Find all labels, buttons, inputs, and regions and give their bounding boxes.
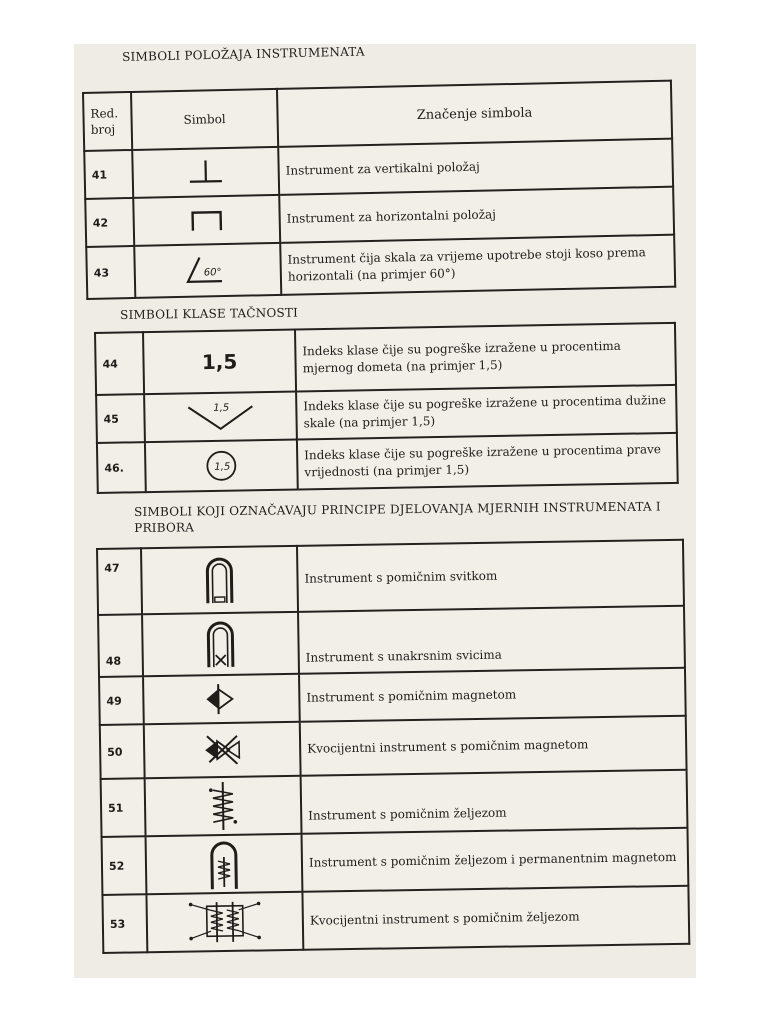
symbol-cell	[145, 776, 302, 836]
class-index-label: 1,5	[213, 402, 230, 414]
row-description: Instrument s pomičnim magnetom	[299, 668, 686, 722]
row-number: 45	[96, 394, 145, 443]
row-description: Instrument s pomičnim svitkom	[297, 540, 684, 612]
row-description: Kvocijentni instrument s pomičnim željezom	[302, 886, 689, 950]
row-number: 42	[85, 198, 134, 247]
scanned-page	[74, 44, 696, 978]
accuracy-symbols-table	[94, 322, 679, 494]
table-row	[97, 433, 678, 493]
symbol-cell	[134, 243, 281, 298]
symbol-cell	[143, 329, 296, 394]
symbol-cell	[145, 439, 298, 492]
table-row	[102, 886, 689, 953]
crossed-coils-icon	[200, 617, 241, 672]
ratio-moving-iron-icon	[185, 897, 266, 946]
symbol-cell	[144, 391, 297, 442]
row-description: Indeks klase čije su pogreške izražene u procentima mjernog dometa (na primjer 1,5)	[295, 323, 676, 392]
header-red-broj: Red. broj	[83, 92, 132, 151]
row-number: 44	[95, 332, 144, 395]
symbol-cell	[144, 722, 301, 778]
class-index-v-icon	[180, 396, 261, 437]
row-number: 41	[84, 150, 133, 199]
section-title-accuracy: SIMBOLI KLASE TAČNOSTI	[120, 305, 299, 322]
row-number: 46.	[97, 442, 146, 493]
symbol-cell	[133, 195, 280, 246]
principle-symbols-table	[96, 539, 690, 954]
row-number: 50	[100, 724, 145, 779]
row-description: Indeks klase čije su pogreške izražene u procentima dužine skale (na primjer 1,5)	[296, 385, 677, 440]
table-row	[102, 828, 689, 895]
moving-iron-permanent-magnet-icon	[204, 837, 245, 892]
row-description: Instrument s pomičnim željezom i permanentnim magnetom	[302, 828, 689, 892]
row-number: 49	[99, 676, 144, 725]
row-description: Indeks klase čije su pogreške izražene u procentima prave vrijednosti (na primjer 1,5)	[297, 433, 678, 490]
row-number: 47	[97, 548, 142, 615]
row-description: Instrument s pomičnim željezom	[301, 770, 688, 834]
header-simbol: Simbol	[131, 89, 278, 150]
symbol-cell	[142, 612, 299, 676]
table-row	[98, 606, 685, 677]
perpendicular-symbol-icon	[185, 157, 226, 188]
symbol-cell	[146, 892, 303, 952]
symbol-cell	[141, 546, 298, 614]
moving-iron-icon	[203, 780, 244, 833]
horizontal-bracket-symbol-icon	[186, 206, 227, 235]
row-description: Kvocijentni instrument s pomičnim magnetom	[300, 716, 687, 776]
header-znacenje: Značenje simbola	[277, 81, 672, 147]
row-number: 43	[86, 246, 135, 299]
class-index-text-icon: 1,5	[201, 349, 238, 375]
row-number: 48	[98, 614, 143, 677]
row-number: 51	[101, 778, 146, 837]
row-description: Instrument za vertikalni položaj	[278, 139, 673, 195]
table-row	[100, 716, 687, 779]
table-row	[101, 770, 688, 837]
class-index-label: 1,5	[214, 461, 231, 473]
moving-magnet-icon	[196, 681, 247, 718]
section-title-principles: SIMBOLI KOJI OZNAČAVAJU PRINCIPE DJELOVANJA MJERNIH INSTRUMENATA I PRIBORA	[134, 499, 661, 535]
symbol-cell	[143, 674, 300, 724]
row-description: Instrument za horizontalni položaj	[279, 187, 674, 243]
position-symbols-table	[82, 80, 676, 300]
row-description: Instrument čija skala za vrijeme upotrebe stoji koso prema horizontali (na primjer 60°)	[280, 235, 675, 295]
moving-coil-icon	[199, 553, 240, 608]
table-row	[86, 235, 675, 299]
table-row	[97, 540, 684, 615]
angle-60-symbol-icon	[177, 253, 238, 288]
row-description: Instrument s unakrsnim svicima	[298, 606, 685, 674]
table-row	[95, 323, 676, 395]
row-number: 53	[102, 894, 147, 953]
symbol-cell	[132, 147, 279, 198]
section-title-position: SIMBOLI POLOŽAJA INSTRUMENATA	[122, 44, 365, 64]
symbol-cell	[146, 834, 303, 894]
class-index-circle-icon	[201, 445, 242, 486]
row-number: 52	[102, 836, 147, 895]
angle-label: 60°	[203, 267, 222, 279]
ratio-moving-magnet-icon	[197, 730, 248, 771]
